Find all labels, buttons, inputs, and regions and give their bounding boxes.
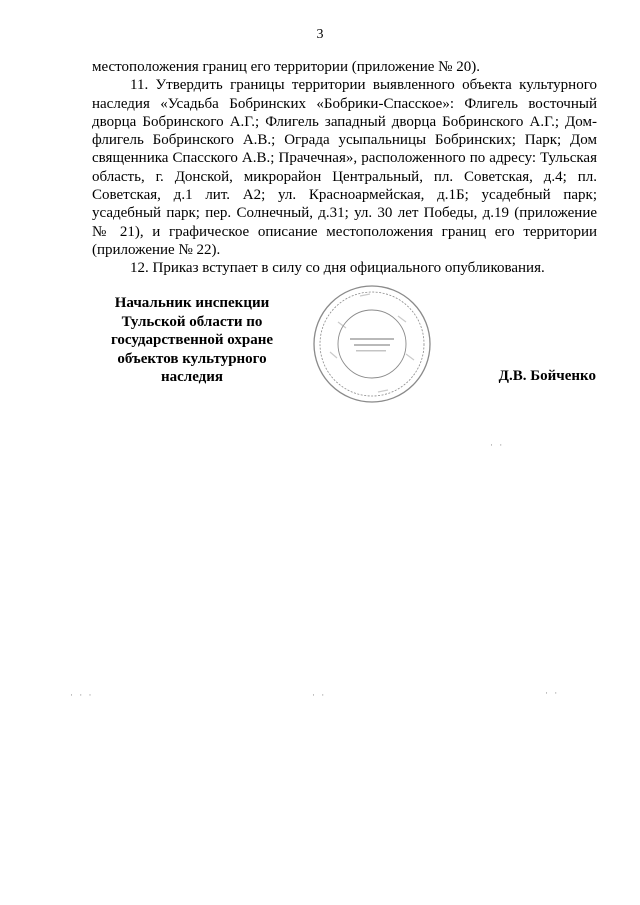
paragraph-continuation: местоположения границ его территории (приложение № 20). — [92, 59, 480, 75]
position-line: объектов культурного — [117, 350, 267, 367]
position-line: наследия — [160, 369, 224, 385]
paragraph-item-11: 11. Утвердить границы территории выявленного объекта культурного наследия «Усадьба Бобринских «Бобрики-Спасское»: Флигель восточный дворца Бобринского А.Г.; Флигель западный дворца Бобринского А.Г.; Дом-флигель Бобринского А.В.; Ограда усыпальницы Бобринских; Парк; Дом священника Спасского А.В.; Прачечная», расположенного по адресу: Тульская область, г. Донской, микрорайон Центральный, пл. Советская, д.4; пл. Советская, д.1 лит. А2; ул. Красноармейская, д.1Б; усадебный парк; усадебный парк; пер. Солнечный, д.31; ул. 30 лет Победы, д.19 (приложение № 21), и графическое описание местоположения границ его территории (приложение № 22). — [92, 77, 597, 258]
position-line: Тульской области по — [121, 313, 263, 330]
scan-artifact: · · — [312, 690, 327, 700]
official-seal — [310, 282, 434, 406]
position-line: Начальник инспекции — [114, 295, 270, 311]
document-body — [92, 58, 597, 278]
signatory-position — [92, 294, 292, 387]
signer-name: Д.В. Бойченко — [498, 368, 596, 384]
scan-artifact: · · — [490, 440, 505, 450]
position-line: государственной охране — [110, 332, 274, 348]
paragraph-item-12: 12. Приказ вступает в силу со дня официального опубликования. — [130, 260, 545, 277]
scan-artifact: · · · — [70, 690, 94, 700]
scan-artifact: · · — [545, 688, 560, 698]
page-number: 3 — [316, 27, 324, 42]
